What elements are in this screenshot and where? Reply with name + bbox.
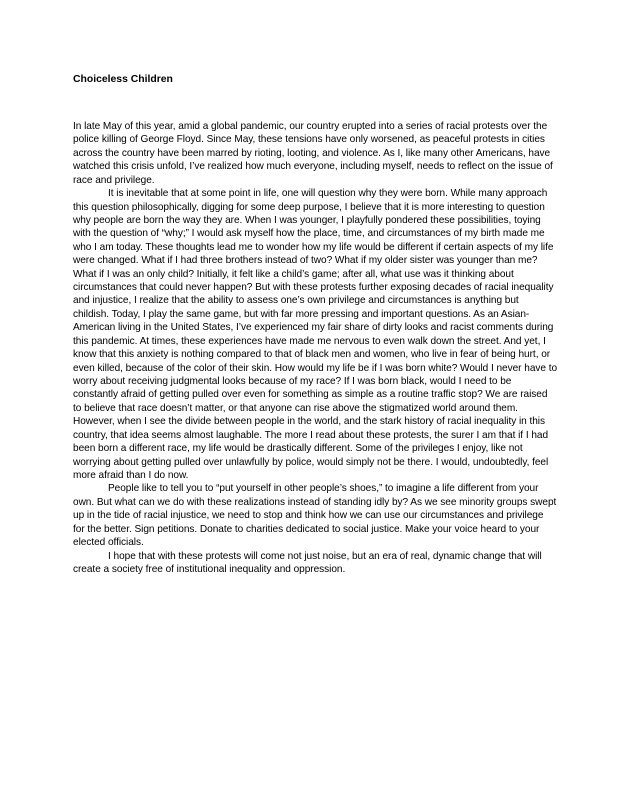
paragraph-1: In late May of this year, amid a global pandemic, our country erupted into a series of racial protests over the police killing of George Floyd. Since May, these tensions have only worsened, as peaceful protests in cities across the country have been marred by rioting, looting, and violence. As I, like many other Americans, have watched this crisis unfold, I’ve realized how much everyone, including myself, needs to reflect on the issue of race and privilege. bbox=[73, 121, 553, 186]
paragraph-4: I hope that with these protests will come not just noise, but an era of real, dynamic change that will create a society free of institutional inequality and oppression. bbox=[73, 550, 542, 575]
document-title: Choiceless Children bbox=[73, 74, 173, 85]
paragraph-2: It is inevitable that at some point in life, one will question why they were born. While many approach this question philosophically, digging for some deep purpose, I believe that it is more interesting to question why people are born the way they are. When I was younger, I playfully pondered these possibilities, toying with the question of “why;” I would ask myself how the place, time, and circumstances of my birth made me who I am today. These thoughts lead me to wonder how my life would be different if certain aspects of my life were changed. What if I had three brothers instead of two? What if my older sister was younger than me? What if I was an only child? Initially, it felt like a child’s game; after all, what use was it thinking about circumstances that could never happen? But with these protests further exposing decades of racial inequality and injustice, I realize that the ability to assess one’s own privilege and circumstances is anything but childish. Today, I play the same game, but with far more pressing and important questions. As an Asian-American living in the United States, I’ve experienced my fair share of dirty looks and racist comments during this pandemic. At times, these experiences have made me nervous to even walk down the street. And yet, I know that this anxiety is nothing compared to that of black men and women, who live in fear of being hurt, or even killed, because of the color of their skin. How would my life be if I was born white? Would I never have to worry about receiving judgmental looks because of my race? If I was born black, would I need to be constantly afraid of getting pulled over even for something as simple as a routine traffic stop? We are raised to believe that race doesn’t matter, or that anyone can rise above the stigmatized world around them. However, when I see the divide between people in the world, and the stark history of racial inequality in this country, that idea seems almost laughable. The more I read about these protests, the surer I am that if I had been born a different race, my life would be drastically different. Some of the privileges I enjoy, like not worrying about getting pulled over unlawfully by police, would simply not be there. I would, undoubtedly, feel more afraid than I do now. bbox=[73, 188, 558, 481]
paragraph-3: People like to tell you to “put yourself in other people’s shoes,” to imagine a life different from your own. But what can we do with these realizations instead of standing idly by? As we see minority groups swept up in the tide of racial injustice, we need to stop and think how we can use our circumstances and privilege for the better. Sign petitions. Donate to charities dedicated to social justice. Make your voice heard to your elected officials. bbox=[73, 483, 557, 549]
document-body bbox=[73, 120, 557, 576]
